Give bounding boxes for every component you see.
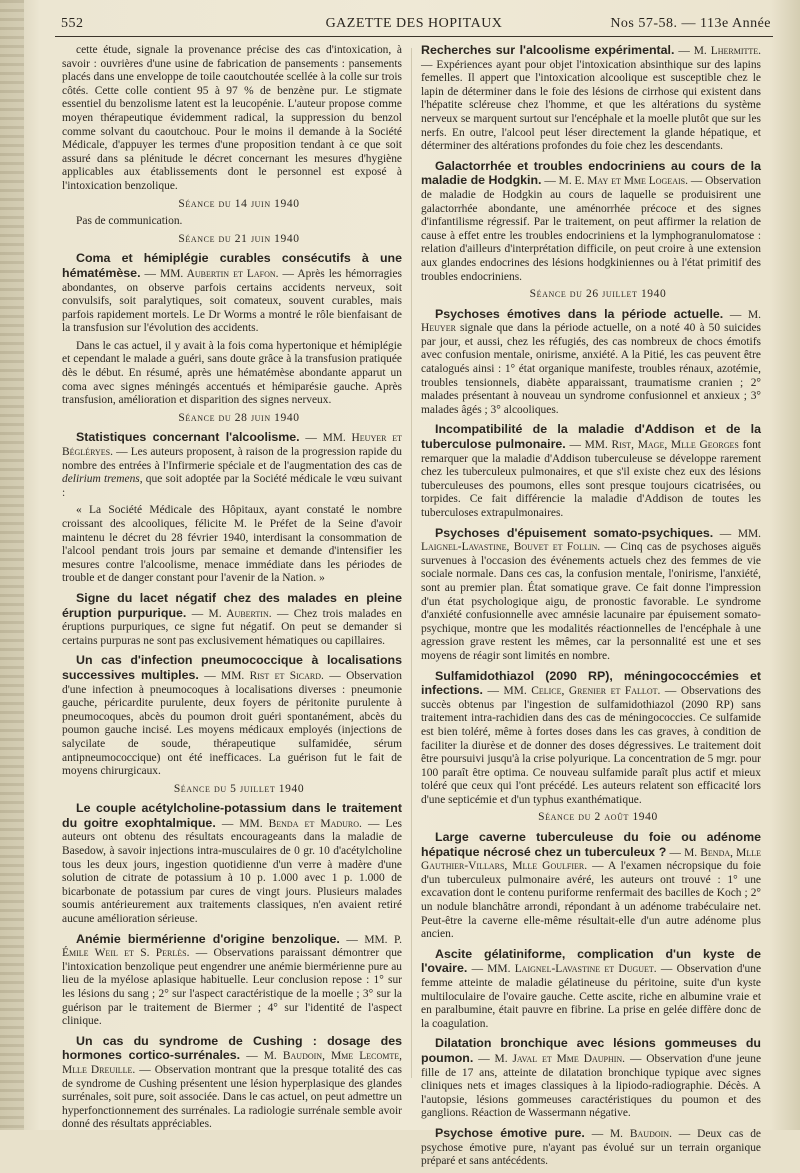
article-authors: MM. Laignel-Lavastine, Bouvet et Follin. bbox=[421, 527, 762, 554]
article-authors: MM. Laignel-Lavastine et Duguet. bbox=[487, 963, 657, 976]
article: Anémie biermérienne d'origine benzolique. — MM. P. Émile Weil et S. Perlès. — Observations paraissant démontrer que l'intoxication benzolique peut engendrer une anémie biermérienne pure au lieu de la myélose aplasique habituelle. Leur conclusion repose : 1° sur les lésions du sang ; 2° sur l'aspect caractéristique de la moelle ; 3° sur la guérison par le traitement de Biermer ; 4° sur l'identité de l'aspect clinique. bbox=[62, 931, 403, 1028]
article-authors: M. E. May et Mme Logeais. bbox=[558, 175, 688, 188]
article-authors: M. Baudoin, Mme Lecomte, Mlle Dreuille. bbox=[62, 1050, 403, 1076]
article-authors: M. Javal et Mme Dauphin. bbox=[494, 1052, 626, 1065]
article-text: Observation d'une infection à pneumocoques à localisations diverses : pneumonie gauche, péricardite purulente, deux foyers de péritonite purulente à pneumocoques, abcès du poumon droit guéri spontanément, abcès du poumon gauche incisé. Les moyens médicaux employés (injections de salycilate de soude, thérapeutique sulfamidée, sérum antipneumococcique) ont été inefficaces. La guérison fut le fait de moyens chirurgicaux. bbox=[62, 669, 402, 778]
article-title: Le couple acétylcholine-potassium dans le traitement du goitre exophtalmique. bbox=[62, 801, 402, 830]
intro-paragraph: cette étude, signale la provenance précise des cas d'intoxication, à savoir : ouvrières d'une usine de fabrication de pansements : pansements placés dans une enveloppe de toile caoutchoutée scellée à la colle sur trois côtés. Cette colle contient 95 à 97 % de benzène pur. Le stigmate essentiel du benzolisme latent est la leucopénie. L'auteur propose comme moyen thérapeutique évidemment radical, la suppression du benzol comme solvant du caoutchouc. Pour le moins il demande à la Société Médicale, d'appuyer les termes d'une proposition tendant à ce que soit assuré dans sa plénitude le décret concernant les mesures d'hygiène applicables aux établissements dont le personnel est exposé à l'intoxication benzolique. bbox=[62, 44, 402, 192]
session-heading: Séance du 28 juin 1940 bbox=[178, 411, 300, 424]
article: Un cas d'infection pneumococcique à localisations successives multiples. — MM. Rist et Sicard. — Observation d'une infection à pneumocoques à localisations diverses : pneumonie gauche, péricardite purulente, deux foyers de péritonite purulente à pneumocoques, abcès du poumon droit guéri spontanément, abcès du poumon gauche incisé. Les moyens médicaux employés (injections de salycilate de soude, thérapeutique sulfamidée, sérum antipneumococcique) ont été inefficaces. La guérison fut le fait de moyens chirurgicaux. bbox=[62, 653, 402, 778]
article-text: Chez trois malades en éruptions purpuriques, ce signe fut négatif. On peut se demander si certains purpuras ne sont pas exclusivement hématiques ou capillaires. bbox=[62, 607, 403, 647]
article-title: Un cas du syndrome de Cushing : dosage des hormones cortico-surrénales. bbox=[62, 1033, 402, 1063]
article-title: Psychoses d'épuisement somato-psychiques. bbox=[435, 525, 714, 540]
binding-edge bbox=[0, 0, 24, 1130]
article-title: Galactorrhée et troubles endocriniens au cours de la maladie de Hodgkin. bbox=[421, 158, 761, 188]
article-title: Psychoses émotives dans la période actuelle. bbox=[435, 306, 724, 321]
left-column bbox=[62, 44, 402, 1136]
article-text: Deux cas de psychose émotive pure, n'ayant pas évolué sur un terrain organique préparé et sans antécédents. bbox=[421, 1127, 761, 1168]
article-title: Un cas d'infection pneumococcique à localisations successives multiples. bbox=[62, 653, 402, 682]
article-text: Après les hémorragies abondantes, on observe parfois certains accidents nerveux, soit convulsifs, soit paralytiques, soit comateux, souvent curables, mais parfois rapidement mortels. Le Dr Worms a montré le rôle bienfaisant de la transfusion sur l'évolution des accidents. bbox=[62, 267, 402, 335]
article-authors: MM. Benda et Maduro. bbox=[239, 817, 362, 830]
article-title: Dilatation bronchique avec lésions gommeuses du poumon. bbox=[421, 1036, 761, 1065]
article-title: Incompatibilité de la maladie d'Addison et de la tuberculose pulmonaire. bbox=[421, 422, 761, 452]
session-heading: Séance du 14 juin 1940 bbox=[178, 197, 300, 210]
issue-info: Nos 57-58. — 113e Année bbox=[610, 16, 771, 31]
article: Le couple acétylcholine-potassium dans le traitement du goitre exophtalmique. — MM. Benda et Maduro. — Les auteurs ont obtenu des résultats encourageants dans la maladie de Basedow, à savoir injections intra-musculaires de 0 gr. 10 d'acétylcholine tous les deux jours, ingestion quotidienne d'un verre à madère d'une solution de citrate de potassium à 10 p. 1.000 avec 1 p. 1.000 de bicarbonate de potassium par cures de vingt jours. Plusieurs malades soumis antérieurement aux traitements classiques, n'en avaient retiré aucune amélioration sérieuse. bbox=[62, 801, 402, 926]
article: Psychose émotive pure. — M. Baudoin. — Deux cas de psychose émotive pure, n'ayant pas évolué sur un terrain organique préparé et sans antécédents. bbox=[421, 1125, 761, 1168]
article-text-italic: delirium tremens bbox=[62, 473, 140, 486]
article-text: Observations paraissant démontrer que l'intoxication benzolique peut engendrer une anémie biermérienne pure au lieu de la myélose aplasique habituelle. Leur conclusion repose : 1° sur les lésions du sang ; 2° sur l'aspect caractéristique de la moelle ; 3° sur la guérison par le traitement de Biermer ; 4° sur l'identité de l'aspect clinique. bbox=[62, 947, 402, 1028]
journal-title: GAZETTE DES HOPITAUX bbox=[325, 16, 503, 31]
session-heading: Séance du 26 juillet 1940 bbox=[529, 288, 667, 301]
article-text: Observation de maladie de Hodgkin au cours de laquelle se produisirent une galactorrhée abondante, une aménorrhée précoce et des signes d'infantilisme régressif. Par le traitement, on peut affirmer la relation de cause à effet entre les troubles endocriniens et la lymphogranulomatose : relation d'ailleurs d'interprétation difficile, on peut croire à une extension aux glandes endocrines des lésions hodgkiniennes ou à l'état primitif des troubles endocriniens. bbox=[421, 175, 762, 283]
session-heading: Séance du 5 juillet 1940 bbox=[173, 782, 305, 795]
article-authors: M. Lhermitte. bbox=[693, 45, 762, 57]
article-authors: MM. Heuyer et Bégléryes. bbox=[62, 432, 402, 459]
article: Psychoses d'épuisement somato-psychiques. — MM. Laignel-Lavastine, Bouvet et Follin. — Cinq cas de psychoses aiguës survenues à l'occasion des événements actuels chez des femmes de vie sociale normale. Dans ces cas, la confusion mentale, l'onirisme, l'anxiété, sont au premier plan. État somatique grave. Ce fait donne l'impression d'un état psychologique aigu, de pronostic favorable. Le syndrome d'anxiété confusionnelle avec amnésie lacunaire par épuisement somato-psychique, montre que les modalités réactionnelles de l'encéphale à une agression grave restent les mêmes, car la personnalité est une et ses moyens de réagir sont limités en nombre. bbox=[421, 525, 762, 662]
article-title: Statistiques concernant l'alcoolisme. bbox=[76, 430, 300, 445]
article: Signe du lacet négatif chez des malades en pleine éruption purpurique. — M. Aubertin. — Chez trois malades en éruptions purpuriques, ce signe fut négatif. On peut se demander si certains purpuras ne sont pas exclusivement hématiques ou capillaires. bbox=[62, 590, 403, 647]
article-text: Les auteurs proposent, à raison de la progression rapide du nombre des entrées à l'Infirmerie spéciale et de l'augmentation des cas de bbox=[62, 446, 403, 472]
article: Coma et hémiplégie curables consécutifs à une hématémèse. — MM. Aubertin et Lafon. — Après les hémorragies abondantes, on observe parfois certains accidents nerveux, soit convulsifs, soit paralytiques, soit comateux, souvent curables, mais parfois rapidement mortels. Le Dr Worms a montré le rôle bienfaisant de la transfusion sur l'évolution des accidents. bbox=[62, 251, 402, 335]
session-note: Pas de communication. bbox=[76, 215, 183, 228]
article-authors: MM. Celice, Grenier et Fallot. bbox=[503, 685, 661, 698]
column-divider bbox=[411, 48, 412, 1078]
page-header bbox=[55, 10, 773, 37]
article-title: Ascite gélatiniforme, complication d'un kyste de l'ovaire. bbox=[421, 946, 761, 976]
article-title: Anémie biermérienne d'origine benzolique. bbox=[76, 931, 340, 946]
article: Statistiques concernant l'alcoolisme. — MM. Heuyer et Bégléryes. — Les auteurs proposent, à raison de la progression rapide du nombre des entrées à l'Infirmerie spéciale et de l'augmentation des cas de delirium tremens, que soit adoptée par la Société médicale le vœu suivant : bbox=[62, 430, 403, 499]
article-text: Observation montrant que la presque totalité des cas de syndrome de Cushing présentent une lésion hyperplasique des glandes surrénales, soit pure, soit associée. Dans le cas actuel, on peut admettre un hyperfonctionnement des surrénales. La radiologie surrénale semble avoir donné des résultats appréciables. bbox=[62, 1063, 402, 1131]
article-title: Large caverne tuberculeuse du foie ou adénome hépatique nécrosé chez un tuberculeux ? bbox=[421, 830, 761, 859]
article-authors: MM. Aubertin et Lafon. bbox=[160, 267, 279, 280]
article: Large caverne tuberculeuse du foie ou adénome hépatique nécrosé chez un tuberculeux ? — M. Benda, Mlle Gauthier-Villars, Mlle Goulfier. — A l'examen nécropsique du foie d'un tuberculeux pulmonaire avéré, les auteurs ont trouvé : 1° une excavation dont le contenu puriforme renfermait des bacilles de Koch ; 2° un nodule blanchâtre arrondi, répondant à un adénome trabéculaire net. Peut-être la caverne elle-même résultait-elle d'un autre adénome plus ancien. bbox=[421, 830, 761, 941]
article-title: Recherches sur l'alcoolisme expérimental. bbox=[421, 43, 675, 57]
article-authors: MM. P. Émile Weil et S. Perlès. bbox=[62, 933, 403, 960]
article-authors: M. Benda, Mlle Gauthier-Villars, Mlle Goulfier. bbox=[421, 846, 761, 873]
article-authors: M. Baudoin. bbox=[610, 1127, 672, 1140]
right-column bbox=[421, 44, 761, 1173]
article-title: Psychose émotive pure. bbox=[435, 1125, 585, 1140]
article-text: Expériences ayant pour objet l'intoxication absinthique sur des lapins femelles. Il appert que l'intoxication alcoolique est susceptible chez le lapin de déterminer dans le foie des lésions de cirrhose qui existent dans l'hépatite scléreuse chez l'homme, et que les altérations du système nerveux se marquent surtout sur l'encéphale et la moelle plutôt que sur les nerfs. En outre, l'alcool peut léser directement la glande hépatique, et déterminer des altérations profondes du foie chez les descendants. bbox=[421, 58, 762, 153]
session-heading: Séance du 21 juin 1940 bbox=[178, 232, 300, 245]
article-authors: M. Heuyer bbox=[421, 308, 762, 335]
quote: « La Société Médicale des Hôpitaux, ayant constaté le nombre croissant des alcooliques, félicite M. le Préfet de la Seine d'avoir maintenu le décret du 28 février 1940, interdisant la consommation de l'alcool pendant trois jours par semaine et demande d'intensifier les mesures contre l'alcoolisme, menace immédiate dans les périodes de trouble et de danger constant pour l'avenir de la Nation. » bbox=[62, 504, 402, 585]
page-number: 552 bbox=[61, 16, 84, 31]
session-heading: Séance du 2 août 1940 bbox=[538, 811, 658, 824]
article-title: Coma et hémiplégie curables consécutifs à une hématémèse. bbox=[62, 251, 402, 280]
article: Galactorrhée et troubles endocriniens au cours de la maladie de Hodgkin. — M. E. May et Mme Logeais. — Observation de maladie de Hodgkin au cours de laquelle se produisirent une galactorrhée abondante, une aménorrhée précoce et des signes d'infantilisme régressif. Par le traitement, on peut affirmer la relation de cause à effet entre les troubles endocriniens et la lymphogranulomatose : relation d'ailleurs d'interprétation difficile, on peut croire à une extension aux glandes endocrines des lésions hodgkiniennes ou à l'état primitif des troubles endocriniens. bbox=[421, 158, 762, 283]
article-text: font remarquer que la maladie d'Addison tuberculeuse se développe rarement chez les tuberculeux pulmonaires, et que s'il existe chez eux des lésions tuberculeuses des poumons, elles sont presque toujours cicatrisées, ou torpides. Ce fait différencie la maladie d'Addison de toutes les tuberculoses extrapulmonaires. bbox=[421, 439, 761, 519]
article: Un cas du syndrome de Cushing : dosage des hormones cortico-surrénales. — M. Baudoin, Mme Lecomte, Mlle Dreuille. — Observation montrant que la presque totalité des cas de syndrome de Cushing présentent une lésion hyperplasique des glandes surrénales, soit pure, soit associée. Dans le cas actuel, on peut admettre un hyperfonctionnement des surrénales. La radiologie surrénale semble avoir donné des résultats appréciables. bbox=[62, 1033, 403, 1131]
article-text: Observations des succès obtenus par l'ingestion de sulfamidothiazol (2090 RP) sans traitement intra-rachidien dans des cas de méningococcies. Ce sulfamide est bien toléré, même à fortes doses dans les cas graves, à condition de faciliter la diurèse et de donner des doses dégressives. Le traitement doit être poursuivi jusqu'à la crise polyurique. La concentration de 5 mgr. pour 100 paraît être optima. Ce nouveau sulfamide paraît plus actif et mieux toléré que ceux qui l'ont précédé. Les auteurs relatent son efficacité lors d'une septicémie et d'un typhus exanthématique. bbox=[421, 685, 761, 806]
article: Dilatation bronchique avec lésions gommeuses du poumon. — M. Javal et Mme Dauphin. — Observation d'une jeune fille de 17 ans, atteinte de dilatation bronchique typique avec signes cliniques nets et images classiques à la lipiodo-radiographie. Décès. A l'autopsie, lésions gommeuses caractéristiques du poumon et des ganglions. Réaction de Wassermann négative. bbox=[421, 1036, 762, 1120]
article-text: signale que dans la période actuelle, on a noté 40 à 50 suicides par jour, et aussi, chez les réfugiés, des cas nombreux de chocs émotifs avec confusion mentale, onirisme, anxiété. A la Pitié, les cas peuvent être catalogués ainsi : 1° état organique manifeste, troubles rénaux, azotémie, troubles tensionnels, diabète apparaissant, traumatisme cranien ; 2° malades présentant à nouveau un syndrome confusionnel et anxieux ; 3° malades âgés ; 3° alcooliques. bbox=[421, 322, 761, 416]
article: Ascite gélatiniforme, complication d'un kyste de l'ovaire. — MM. Laignel-Lavastine et Duguet. — Observation d'une femme atteinte de maladie gélatineuse du péritoine, suite d'un kyste multiloculaire de l'ovaire gauche. Cette ascite, riche en albumine vraie et en paralbumine, était pauvre en fibrine. La prise en gelée diffère donc de la coagulation. bbox=[421, 946, 762, 1030]
article: Recherches sur l'alcoolisme expérimental. — M. Lhermitte. — Expériences ayant pour objet l'intoxication absinthique sur des lapins femelles. Il appert que l'intoxication alcoolique est susceptible chez le lapin de déterminer dans le foie des lésions de cirrhose qui existent dans l'hépatite scléreuse chez l'homme, et que les altérations du système nerveux se marquent surtout sur l'encéphale et la moelle plutôt que sur les nerfs. En outre, l'alcool peut léser directement la glande hépatique, et déterminer des altérations profondes du foie chez les descendants. bbox=[421, 43, 762, 153]
article: Psychoses émotives dans la période actuelle. — M. Heuyer signale que dans la période actuelle, on a noté 40 à 50 suicides par jour, et aussi, chez les réfugiés, des cas nombreux de chocs émotifs avec confusion mentale, onirisme, anxiété. A la Pitié, les cas peuvent être catalogués ainsi : 1° état organique manifeste, troubles rénaux, azotémie, troubles tensionnels, diabète apparaissant, traumatisme cranien ; 2° malades présentant à nouveau un syndrome confusionnel et anxieux ; 3° malades âgés ; 3° alcooliques. bbox=[421, 306, 762, 416]
article-text: Observation d'une femme atteinte de maladie gélatineuse du péritoine, suite d'un kyste multiloculaire de l'ovaire gauche. Cette ascite, riche en albumine vraie et en paralbumine, était pauvre en fibrine. La prise en gelée diffère donc de la coagulation. bbox=[421, 963, 762, 1030]
article-text: Cinq cas de psychoses aiguës survenues à l'occasion des événements actuels chez des femmes de vie sociale normale. Dans ces cas, la confusion mentale, l'onirisme, l'anxiété, sont au premier plan. État somatique grave. Ce fait donne l'impression d'un état psychologique aigu, de pronostic favorable. Le syndrome d'anxiété confusionnelle avec amnésie lacunaire par épuisement somato-psychique, montre que les modalités réactionnelles de l'encéphale à une agression grave restent les mêmes, car la personnalité est une et ses moyens de réagir sont limités en nombre. bbox=[421, 541, 761, 662]
article: Incompatibilité de la maladie d'Addison et de la tuberculose pulmonaire. — MM. Rist, Mage, Mlle Georges font remarquer que la maladie d'Addison tuberculeuse se développe rarement chez les tuberculeux pulmonaires, et que s'il existe chez eux des lésions tuberculeuses des poumons, elles sont presque toujours cicatrisées, ou torpides. Ce fait différencie la maladie d'Addison de toutes les tuberculoses extrapulmonaires. bbox=[421, 422, 761, 519]
article-authors: MM. Rist et Sicard. bbox=[221, 669, 324, 682]
article-authors: M. Aubertin. bbox=[208, 607, 272, 620]
article-text: A l'examen nécropsique du foie d'un tuberculeux pulmonaire avéré, les auteurs ont trouvé : 1° une excavation dont le contenu puriforme renfermait des bacilles de Koch ; 2° un nodule blanchâtre arrondi, répondant à un adénome trabéculaire net. Peut-être la caverne elle-même résultait-elle d'un autre adénome plus ancien. bbox=[421, 860, 761, 941]
article-text: Les auteurs ont obtenu des résultats encourageants dans la maladie de Basedow, à savoir injections intra-musculaires de 0 gr. 10 d'acétylcholine tous les deux jours, ingestion quotidienne d'un verre à madère d'une solution de citrate de potassium à 10 p. 1.000 avec 1 p. 1.000 de bicarbonate de potassium par cures de vingt jours. Plusieurs malades soumis antérieurement aux traitements classiques, n'en avaient retiré aucune amélioration sérieuse. bbox=[62, 817, 402, 926]
article-authors: MM. Rist, Mage, Mlle Georges bbox=[584, 439, 739, 452]
article-title: Signe du lacet négatif chez des malades en pleine éruption purpurique. bbox=[62, 590, 402, 620]
article-title: Sulfamidothiazol (2090 RP), méningococcémies et infections. bbox=[421, 668, 761, 698]
article-text: , que soit adoptée par la Société médicale le vœu suivant : bbox=[62, 473, 402, 499]
article-text: Dans le cas actuel, il y avait à la fois coma hypertonique et hémiplégie et cependant le malade a guéri, sans doute grâce à la transfusion pratiquée dès le début. En résumé, après une hématémèse abondante apparut un coma avec signes méningés accentués et hémiparésie gauche. Après transfusion, amélioration et disparition des signes nerveux. bbox=[62, 339, 402, 407]
article-text: Observation d'une jeune fille de 17 ans, atteinte de dilatation bronchique typique avec signes cliniques nets et images classiques à la lipiodo-radiographie. Décès. A l'autopsie, lésions gommeuses caractéristiques du poumon et des ganglions. Réaction de Wassermann négative. bbox=[421, 1052, 762, 1120]
article: Sulfamidothiazol (2090 RP), méningococcémies et infections. — MM. Celice, Grenier et Fallot. — Observations des succès obtenus par l'ingestion de sulfamidothiazol (2090 RP) sans traitement intra-rachidien dans des cas de méningococcies. Ce sulfamide est bien toléré, même à fortes doses dans les cas graves, à condition de faciliter la diurèse et de donner des doses dégressives. Le traitement doit être poursuivi jusqu'à la crise polyurique. La concentration de 5 mgr. pour 100 paraît être optima. Ce nouveau sulfamide paraît plus actif et mieux toléré que ceux qui l'ont précédé. Les auteurs relatent son efficacité lors d'une septicémie et d'un typhus exanthématique. bbox=[421, 668, 761, 806]
